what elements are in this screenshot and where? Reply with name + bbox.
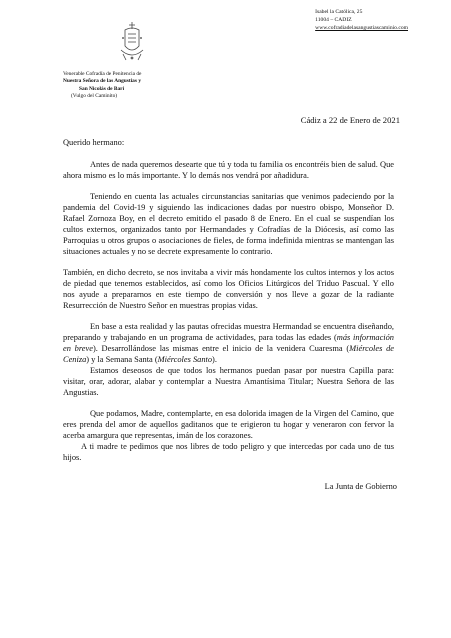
paragraph-5: Estamos deseosos de que todos los hermanos puedan pasar por nuestra Capilla para: visitar, orar, adorar, alabar y contemplar a Nuestra Amantísima Titular; Nuestra Señora de las Angustias. [63,365,394,397]
address-postal: 11004 – CADIZ [315,17,352,23]
brotherhood-line-4: (Vulgo del Caminito) [71,93,118,100]
letter-date: Cádiz a 22 de Enero de 2021 [300,115,400,125]
brotherhood-emblem-icon [117,20,147,64]
website-link[interactable]: www.cofradiadelasangustiascaminio.com [315,25,408,31]
brotherhood-line-1: Venerable Cofradía de Penitencia de [63,71,142,77]
more-info-soon: más información en breve [63,333,394,354]
paragraph-3: También, en dicho decreto, se nos invitaba a vivir más hondamente los cultos internos y los actos de piedad que tenemos establecidos, así como los Oficios Litúrgicos del Triduo Pascual. Y ello nos ayude a prepararnos en este tiempo de conversión y nos lleve a gozar de la radiante Resurrección de Nuestro Señor en muestras propias vidas. [63,268,394,310]
paragraph-2: Teniendo en cuenta las actuales circunstancias sanitarias que venimos padeciendo por la pandemia del Covid-19 y siguiendo las indicaciones dadas por nuestro obispo, Monseñor D. Rafael Zornoza Boy, en el decreto emitido el pasado 8 de Enero. En el cual se suspendían los cultos externos, organizados tanto por Hermandades y Cofradías de la Diócesis, así como las Parroquias u otros grupos o asociaciones de fieles, de forma indefinida mientras se mantengan las situaciones actuales y no se decrete expresamente lo contrario. [63,192,394,256]
letter-body [63,138,394,464]
address-block [315,8,408,32]
paragraph-4-part-c: ) y la Semana Santa ( [86,355,158,364]
paragraph-4-part-b: ). Desarrollándose las mismas entre el inicio de la venidera Cuaresma ( [92,344,350,354]
greeting: Querido hermano: [63,138,125,147]
brotherhood-name-block [63,71,141,101]
signature: La Junta de Gobierno [324,482,397,491]
paragraph-7: A ti madre te pedimos que nos libres de todo peligro y que intercedas por cada uno de tus hijos. [63,441,394,462]
address-street: Isabel la Católica, 25 [315,9,363,15]
paragraph-6: Que podamos, Madre, contemplarte, en esa dolorida imagen de la Virgen del Camino, que eres prenda del amor de aquellos gaditanos que te erigieron tu hogar y veneraron con fervor la acerba amargura que representas, imán de los corazones. [63,409,394,440]
paragraph-4-part-a: En base a esta realidad y las pautas ofrecidas muestra Hermandad se encuentra diseñando, preparando y trabajando en un programa de actividades, para todas las edades ( [63,322,394,343]
brotherhood-line-3: San Nicolás de Bari [79,85,125,92]
ash-wednesday: Miércoles de Ceniza [63,344,394,364]
brotherhood-line-2: Nuestra Señora de las Angustias y [63,78,142,85]
paragraph-1: Antes de nada queremos desearte que tú y toda tu familia os encontréis bien de salud. Que ahora mismo es lo más importante. Y lo demás nos vendrá por añadidura. [63,159,394,180]
holy-wednesday: Miércoles Santo [157,355,213,364]
paragraph-4-part-d: ). [212,355,217,364]
paragraph-4 [63,322,394,366]
